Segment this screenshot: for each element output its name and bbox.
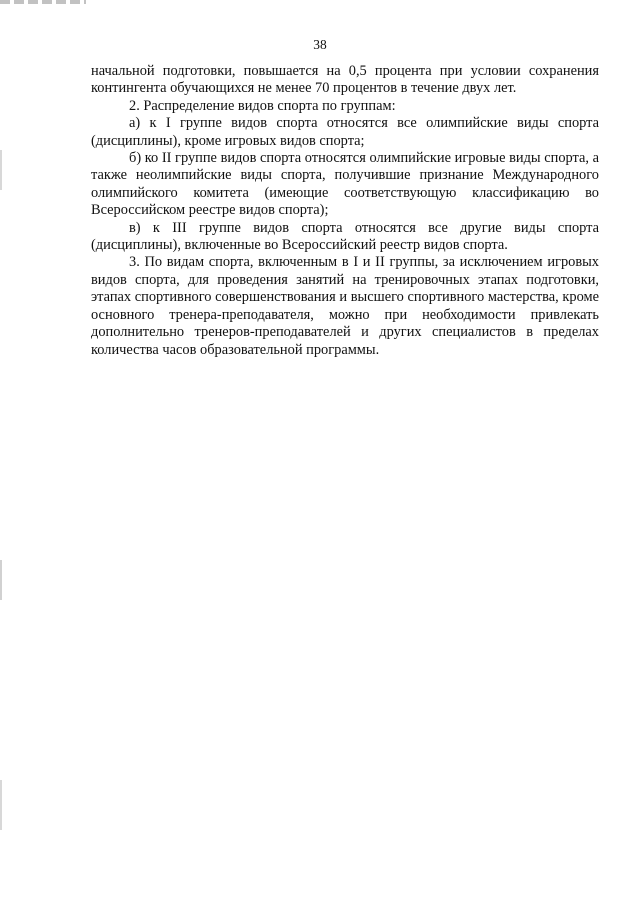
paragraph-group-3: в) к III группе видов спорта относятся все другие виды спорта (дисциплины), включенные во Всероссийский реестр видов спорта. xyxy=(91,219,599,254)
paragraph-section-3: 3. По видам спорта, включенным в I и II группы, за исключением игровых видов спорта, для проведения занятий на тренировочных этапах подготовки, этапах спортивного совершенствования и высшего спортивного мастерства, кроме основного тренера-преподавателя, можно при необходимости привлекать дополнительно тренеров-преподавателей и других специалистов в пределах количества часов образовательной программы. xyxy=(91,254,599,358)
paragraph-section-2-heading: 2. Распределение видов спорта по группам: xyxy=(129,97,396,114)
scan-artifact-left-edge xyxy=(0,0,2,905)
paragraph-group-2: б) ко II группе видов спорта относятся олимпийские игровые виды спорта, а также неолимпийские виды спорта, получившие признание Международного олимпийского комитета (имеющие соответствующую классификацию во Всероссийском реестре видов спорта); xyxy=(91,150,599,219)
paragraph-continuation: начальной подготовки, повышается на 0,5 процента при условии сохранения контингента обучающихся не менее 70 процентов в течение двух лет. xyxy=(91,63,599,97)
scan-artifact-top xyxy=(0,0,86,4)
document-body xyxy=(91,63,599,359)
paragraph-group-1: а) к I группе видов спорта относятся все олимпийские виды спорта (дисциплины), кроме игровых видов спорта; xyxy=(91,115,599,149)
page-number: 38 xyxy=(313,37,327,52)
